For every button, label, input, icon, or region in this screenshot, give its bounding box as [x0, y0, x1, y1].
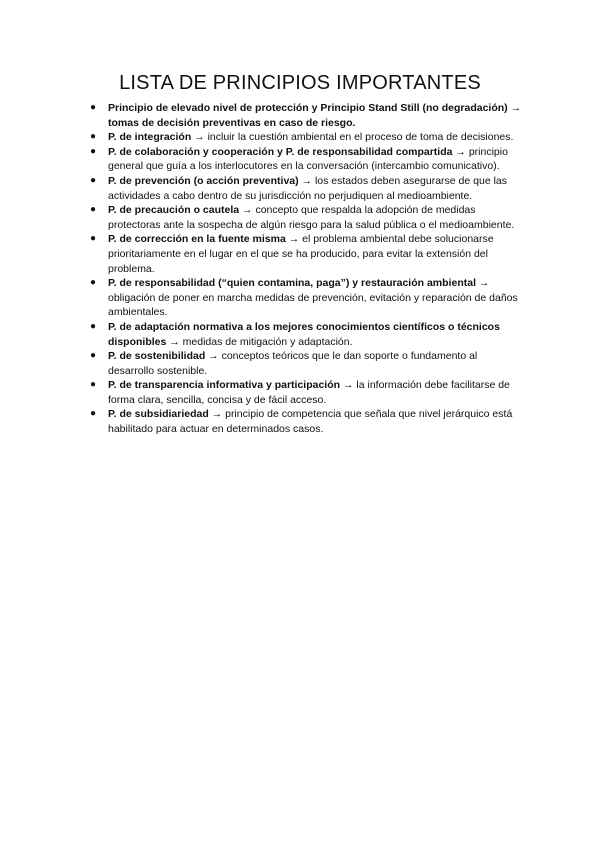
- bullet-icon: ●: [90, 233, 97, 245]
- list-item: [90, 349, 522, 378]
- bullet-icon: ●: [90, 131, 97, 143]
- list-item: [90, 378, 522, 407]
- principle-name: P. de adaptación normativa a los mejores conocimientos científicos o técnicos disponibles: [108, 320, 500, 348]
- principle-name: P. de precaución o cautela: [108, 204, 240, 217]
- principle-description: → conceptos teóricos que le dan soporte o fundamento al desarrollo sostenible.: [108, 350, 478, 377]
- principle-description: → los estados deben asegurarse de que las actividades a cabo dentro de su jurisdicción no perjudiquen al medioambiente.: [108, 174, 508, 202]
- principle-description: → medidas de mitigación y adaptación.: [166, 335, 353, 348]
- principle-name: P. de responsabilidad (“quien contamina, paga”) y restauración ambiental: [108, 277, 476, 290]
- list-item: [90, 130, 522, 145]
- bullet-icon: ●: [90, 320, 97, 332]
- bullet-icon: ●: [90, 408, 97, 420]
- principle-name: Principio de elevado nivel de protección y Principio Stand Still (no degradación) → tomas de decisión preventivas en caso de riesgo.: [108, 102, 522, 129]
- principle-description: → principio de competencia que señala que nivel jerárquico está habilitado para actuar en determinados casos.: [108, 408, 513, 436]
- principles-list: [90, 101, 522, 437]
- bullet-icon: ●: [90, 174, 97, 186]
- page-title: LISTA DE PRINCIPIOS IMPORTANTES: [119, 72, 481, 94]
- bullet-icon: ●: [90, 379, 97, 391]
- bullet-icon: ●: [90, 102, 97, 113]
- list-item: [90, 145, 522, 174]
- list-item: [90, 101, 522, 130]
- list-item: [90, 174, 522, 203]
- principle-description: → principio general que guía a los interlocutores en la conversación (intercambio comunicativo).: [108, 145, 508, 173]
- bullet-icon: ●: [90, 204, 97, 216]
- list-item: [90, 203, 522, 232]
- bullet-icon: ●: [90, 277, 97, 289]
- bullet-icon: ●: [90, 350, 97, 362]
- bullet-icon: ●: [90, 145, 97, 157]
- principle-name: P. de transparencia informativa y participación: [108, 379, 341, 392]
- principle-name: P. de integración: [108, 131, 192, 144]
- list-item: [90, 276, 522, 320]
- principle-name: P. de corrección en la fuente misma: [108, 233, 286, 246]
- principle-description: → obligación de poner en marcha medidas de prevención, evitación y reparación de daños ambientales.: [108, 277, 518, 319]
- list-item: [90, 320, 522, 349]
- principle-description: → incluir la cuestión ambiental en el proceso de toma de decisiones.: [191, 131, 514, 144]
- principle-description: → concepto que respalda la adopción de medidas protectoras ante la sospecha de algún riesgo para la salud pública o el medioambiente.: [108, 204, 515, 231]
- principle-name: P. de prevención (o acción preventiva): [108, 174, 299, 187]
- principle-description: → el problema ambiental debe solucionarse prioritariamente en el lugar en el que se ha producido, para evitar la extensión del problema.: [108, 233, 494, 275]
- principle-description: → la información debe facilitarse de forma clara, sencilla, concisa y de fácil acceso.: [108, 379, 510, 406]
- list-item: [90, 232, 522, 276]
- principle-name: P. de colaboración y cooperación y P. de responsabilidad compartida: [108, 145, 453, 158]
- list-item: [90, 407, 522, 436]
- principle-name: P. de sostenibilidad: [108, 350, 206, 363]
- principle-name: P. de subsidiariedad: [108, 408, 209, 421]
